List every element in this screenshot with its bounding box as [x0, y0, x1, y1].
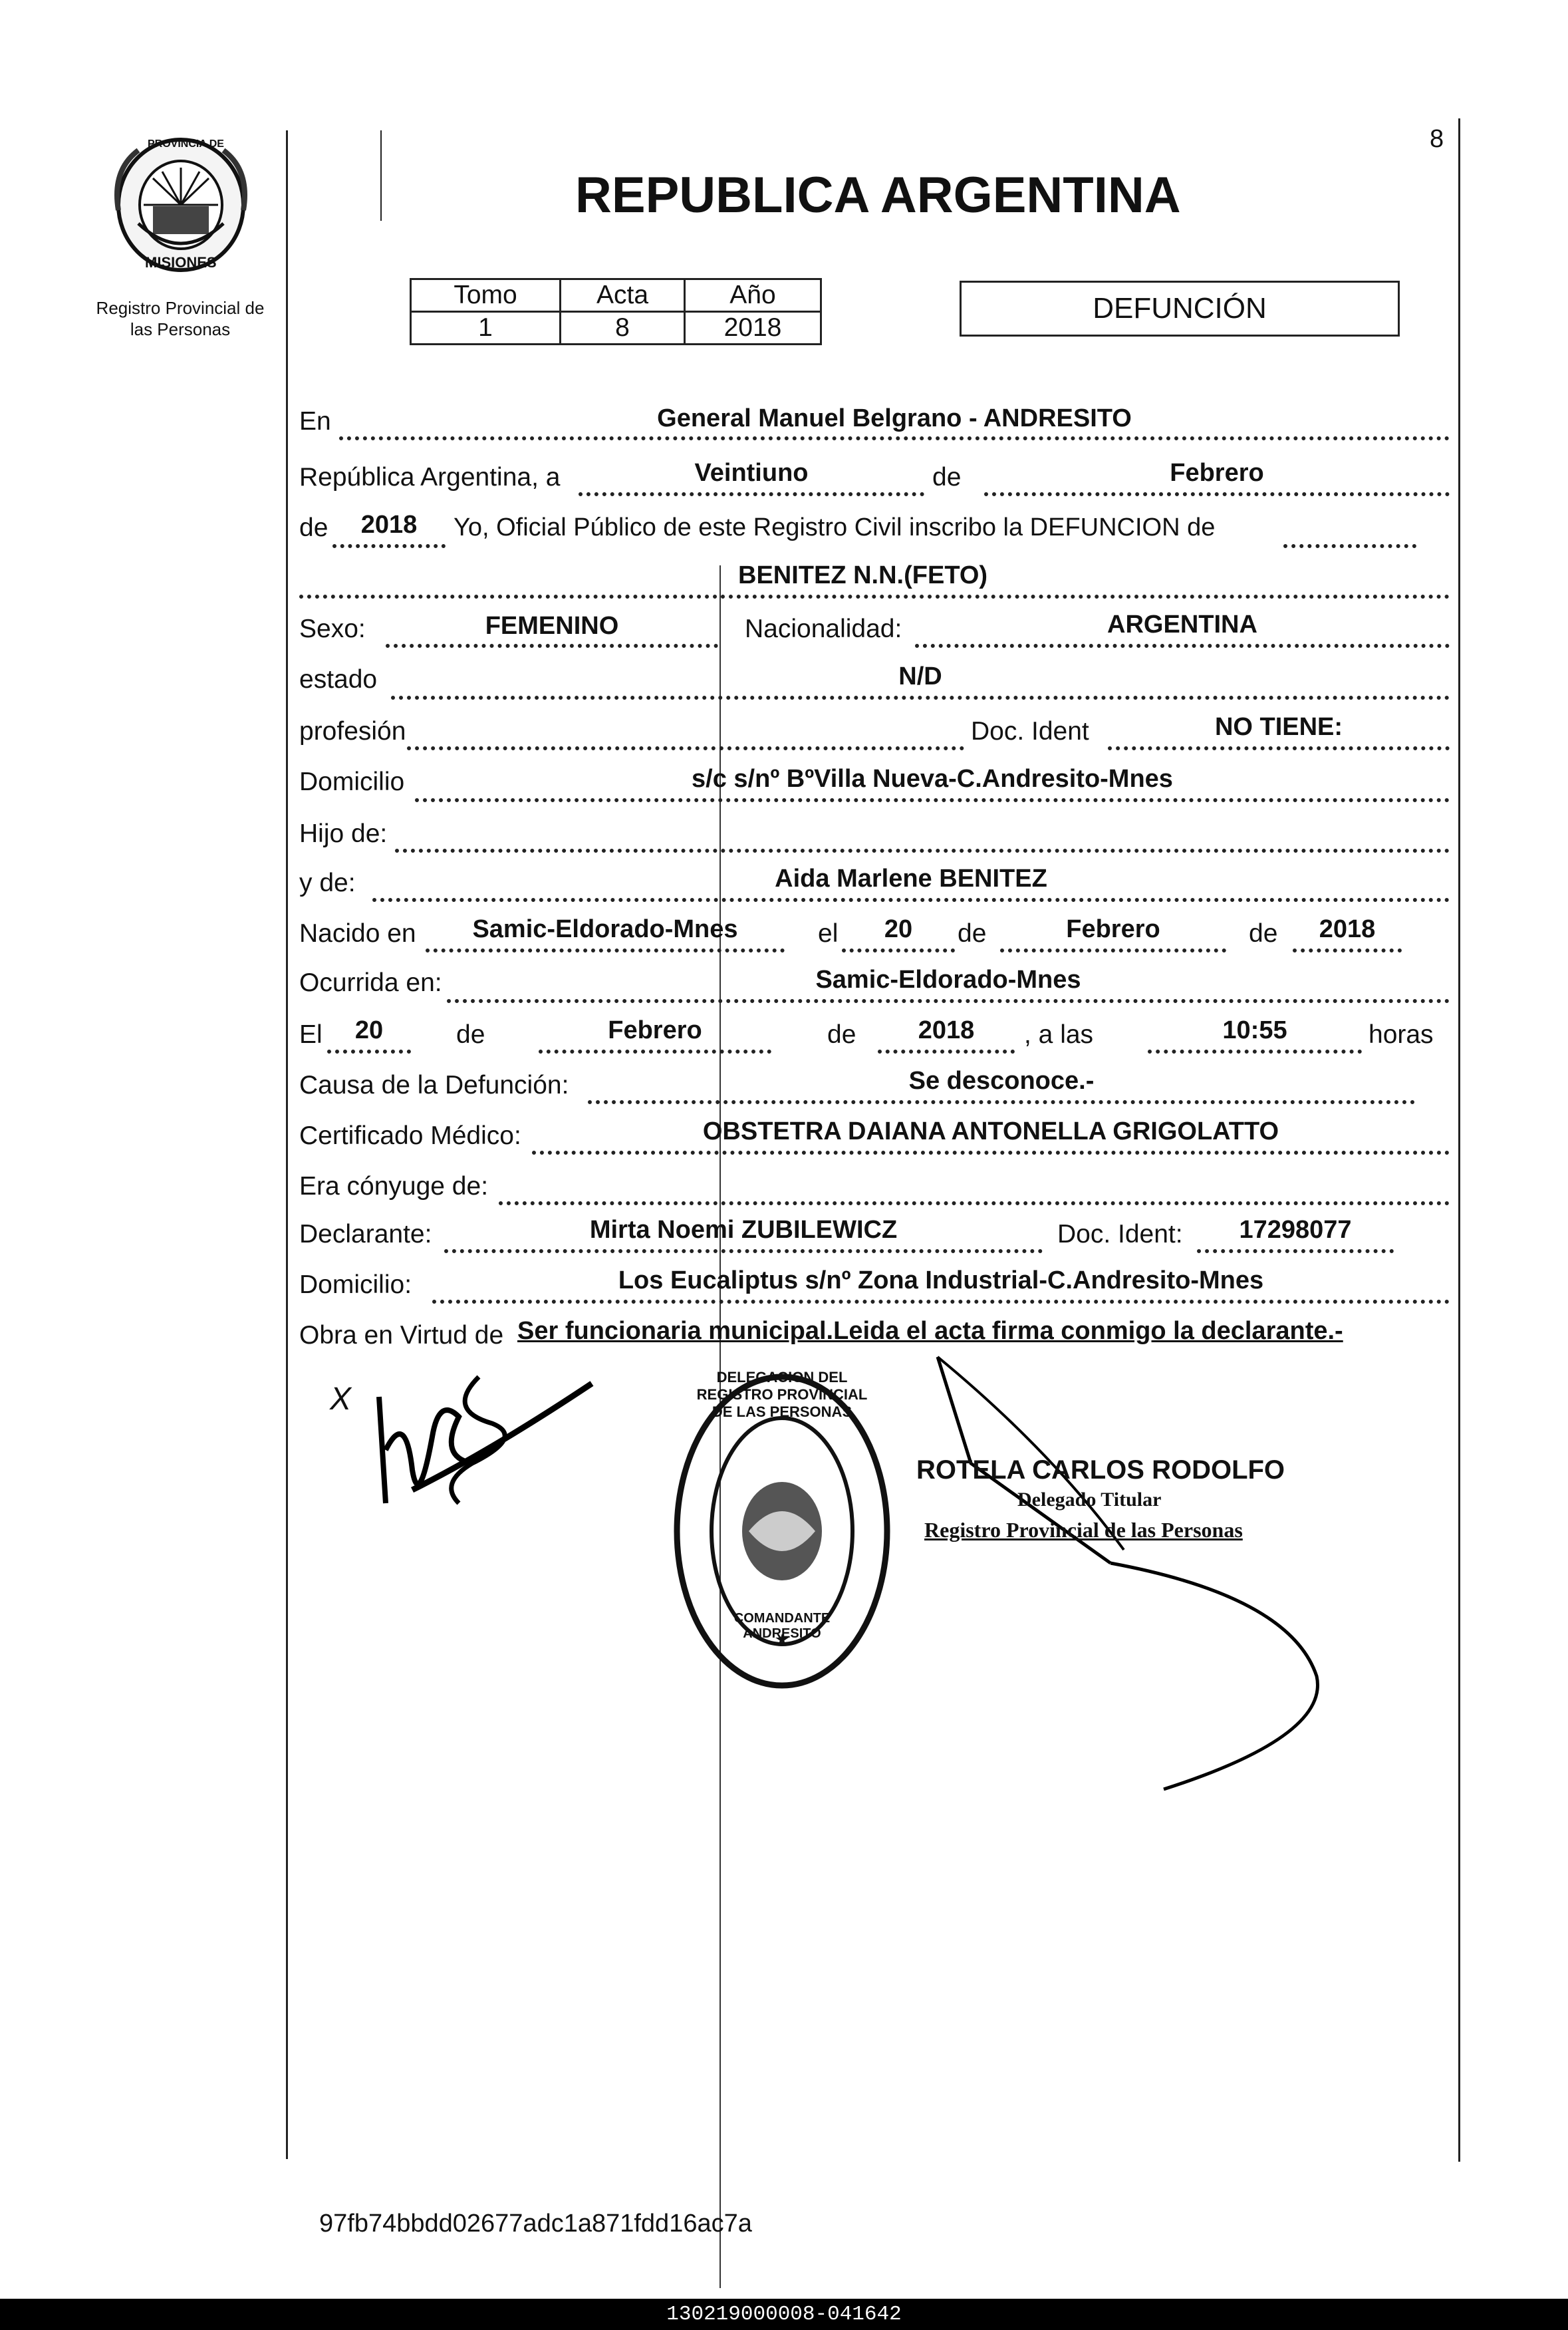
nacido-label: Nacido en: [299, 919, 416, 948]
y-de-label: y de:: [299, 869, 356, 897]
mes-value: Febrero: [1170, 459, 1264, 487]
agency-name-line1: Registro Provincial de: [96, 298, 265, 318]
en-value: General Manuel Belgrano - ANDRESITO: [657, 404, 1132, 432]
causa-label: Causa de la Defunción:: [299, 1071, 569, 1099]
left-margin-line: [286, 130, 288, 2159]
record-table: [410, 278, 822, 345]
estado-label: estado: [299, 665, 378, 694]
defuncion-dia-value: 20: [354, 1016, 384, 1044]
de-label-4: de: [1249, 919, 1278, 948]
nacido-lugar-value: Samic-Eldorado-Mnes: [472, 915, 738, 943]
nacionalidad-label: Nacionalidad:: [745, 615, 902, 643]
inscribo-text: Yo, Oficial Público de este Registro Civil inscribo la DEFUNCION de: [454, 513, 1216, 541]
emblem-text-bottom: MISIONES: [145, 254, 217, 271]
nacionalidad-value: ARGENTINA: [1107, 611, 1257, 639]
barcode-number: 130219000008-041642: [666, 2303, 902, 2326]
a-las-label: , a las: [1024, 1020, 1094, 1049]
defuncion-anio-value: 2018: [918, 1016, 975, 1044]
agency-name-line2: las Personas: [130, 319, 231, 339]
value-tomo: 1: [411, 312, 561, 345]
obra-value: Ser funcionaria municipal.Leida el acta firma conmigo la declarante.-: [517, 1317, 1343, 1345]
anio-value: 2018: [360, 511, 418, 539]
de-label-2: de: [299, 513, 328, 542]
doc-ident-label: Doc. Ident: [971, 717, 1089, 746]
domicilio-value: s/c s/nº BºVilla Nueva-C.Andresito-Mnes: [692, 765, 1173, 793]
dia-value: Veintiuno: [694, 459, 809, 487]
sexo-value: FEMENINO: [485, 612, 619, 640]
header-acta: Acta: [561, 279, 685, 312]
doc-ident-label-2: Doc. Ident:: [1057, 1220, 1183, 1248]
republica-label: República Argentina, a: [299, 463, 561, 492]
sexo-label: Sexo:: [299, 615, 366, 643]
domicilio2-value: Los Eucaliptus s/nº Zona Industrial-C.Andresito-Mnes: [618, 1266, 1264, 1294]
declarant-mark: X: [330, 1382, 352, 1417]
nacido-anio-value: 2018: [1319, 915, 1376, 943]
de-label-1: de: [932, 463, 962, 492]
profesion-label: profesión: [299, 717, 406, 746]
official-seal: [669, 1365, 895, 1697]
de-label-6: de: [827, 1020, 856, 1049]
el-label-2: El: [299, 1020, 323, 1049]
declarante-value: Mirta Noemi ZUBILEWICZ: [589, 1216, 898, 1244]
el-label: el: [818, 919, 839, 948]
en-label: En: [299, 407, 331, 436]
seal-inner-text: COMANDANTE ANDRESITO: [733, 1611, 831, 1641]
deceased-name-value: BENITEZ N.N.(FETO): [738, 561, 988, 589]
de-label-5: de: [456, 1020, 485, 1049]
estado-value: N/D: [898, 662, 942, 690]
official-signature: [918, 1344, 1436, 1796]
value-acta: 8: [561, 312, 685, 345]
nacido-mes-value: Febrero: [1066, 915, 1160, 943]
domicilio-label: Domicilio: [299, 768, 405, 796]
de-label-3: de: [958, 919, 987, 948]
seal-outer-text: DELEGACION DEL REGISTRO PROVINCIAL DE LAS PERSONAS: [696, 1369, 868, 1420]
official-title: Delegado Titular: [1017, 1489, 1162, 1511]
conyuge-label: Era cónyuge de:: [299, 1172, 489, 1201]
header-tomo: Tomo: [411, 279, 561, 312]
certificado-label: Certificado Médico:: [299, 1121, 521, 1150]
document-hash: 97fb74bbdd02677adc1a871fdd16ac7a: [319, 2210, 752, 2238]
document-title: REPUBLICA ARGENTINA: [575, 167, 1181, 223]
hijo-label: Hijo de:: [299, 819, 388, 848]
domicilio2-label: Domicilio:: [299, 1270, 412, 1299]
declarant-signature: [359, 1357, 598, 1517]
right-margin-line: [1458, 118, 1460, 2162]
y-de-value: Aida Marlene BENITEZ: [775, 865, 1047, 893]
top-fold-tick: [380, 130, 382, 221]
defuncion-mes-value: Febrero: [608, 1016, 702, 1044]
header-anio: Año: [685, 279, 821, 312]
causa-value: Se desconoce.-: [908, 1067, 1095, 1095]
province-emblem: [112, 130, 250, 279]
horas-label: horas: [1369, 1020, 1434, 1049]
declarante-doc-value: 17298077: [1239, 1216, 1352, 1244]
hora-value: 10:55: [1222, 1016, 1287, 1044]
declarante-label: Declarante:: [299, 1220, 432, 1248]
emblem-text-top: PROVINCIA DE: [148, 138, 224, 150]
value-anio: 2018: [685, 312, 821, 345]
certificado-value: OBSTETRA DAIANA ANTONELLA GRIGOLATTO: [702, 1117, 1279, 1145]
footer-bar: [0, 2299, 1568, 2330]
nacido-dia-value: 20: [884, 915, 913, 943]
ocurrida-value: Samic-Eldorado-Mnes: [815, 966, 1081, 994]
record-type-box: DEFUNCIÓN: [960, 281, 1400, 337]
obra-label: Obra en Virtud de: [299, 1321, 504, 1350]
page-number: 8: [1430, 125, 1444, 153]
official-office: Registro Provincial de las Personas: [924, 1518, 1243, 1542]
ocurrida-label: Ocurrida en:: [299, 968, 442, 997]
doc-ident-value: NO TIENE:: [1214, 713, 1343, 741]
official-name: ROTELA CARLOS RODOLFO: [916, 1455, 1285, 1485]
